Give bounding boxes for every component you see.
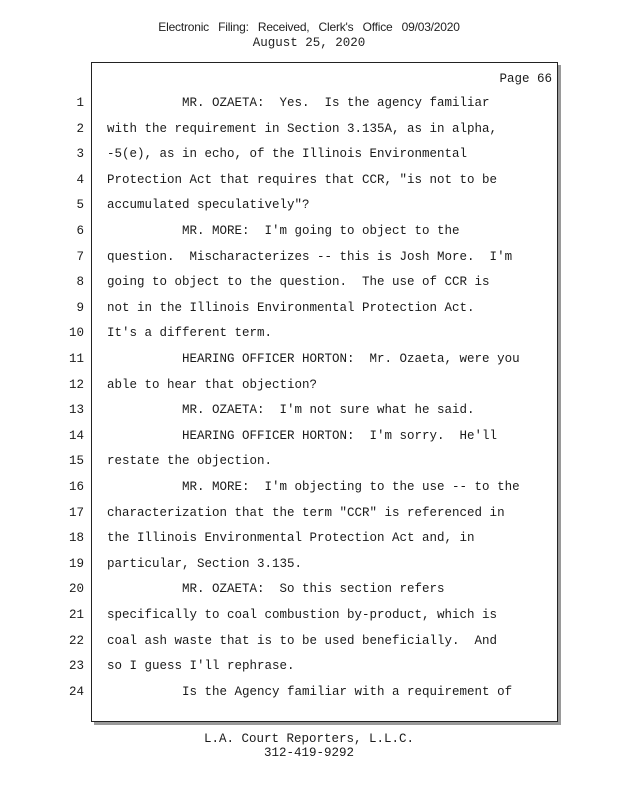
line-text: with the requirement in Section 3.135A, as in alpha, [107,121,498,136]
transcript-line [0,172,560,198]
line-text: question. Mischaracterizes -- this is Josh More. I'm [107,249,513,264]
transcript-line [0,607,560,633]
filing-stamp: Electronic Filing: Received, Clerk's Office 09/03/2020 [158,20,460,34]
transcript-line [0,325,560,351]
line-text: able to hear that objection? [107,377,318,392]
line-number: 9 [76,300,84,315]
line-text: characterization that the term "CCR" is referenced in [107,505,505,520]
transcript-line [0,377,560,403]
transcript-line [0,95,560,121]
transcript-line [0,146,560,172]
transcript-line [0,121,560,147]
transcript-line [0,223,560,249]
line-text: so I guess I'll rephrase. [107,659,295,674]
line-number: 20 [68,582,84,597]
line-text: going to object to the question. The use of CCR is [107,275,490,290]
line-number: 19 [68,556,84,571]
line-number: 1 [76,96,84,110]
line-text: MR. OZAETA: So this section refers [107,582,445,597]
line-number: 7 [76,249,84,264]
transcript-line [0,633,560,659]
hearing-date: August 25, 2020 [252,36,366,50]
line-text: It's a different term. [107,326,273,341]
line-text: restate the objection. [107,454,273,469]
footer [0,732,618,760]
transcript-line [0,453,560,479]
transcript-line [0,530,560,556]
transcript-line [0,351,560,377]
reporter-company: L.A. Court Reporters, L.L.C. [203,732,415,746]
line-number: 2 [76,121,84,136]
transcript-line [0,402,560,428]
reporter-phone: 312-419-9292 [263,746,354,760]
line-number: 15 [68,454,84,469]
line-number: 12 [68,377,84,392]
line-text: not in the Illinois Environmental Protection Act. [107,300,475,315]
line-number: 22 [68,633,84,648]
transcript-line [0,556,560,582]
line-number: 16 [68,480,84,494]
line-number: 4 [76,172,84,187]
line-number: 18 [68,531,84,546]
line-number: 21 [68,608,84,622]
line-number: 11 [68,352,84,366]
line-number: 5 [76,198,84,213]
line-text: -5(e), as in echo, of the Illinois Environmental [107,147,468,162]
line-text: Is the Agency familiar with a requirement of [107,684,513,699]
transcript-line [0,684,560,710]
line-number: 6 [76,224,84,238]
transcript-line [0,428,560,454]
line-number: 14 [68,428,84,443]
line-text: accumulated speculatively"? [107,198,310,213]
line-text: the Illinois Environmental Protection Act and, in [107,531,475,546]
line-text: HEARING OFFICER HORTON: Mr. Ozaeta, were you [107,352,520,366]
line-text: coal ash waste that is to be used beneficially. And [107,633,498,648]
line-number: 3 [76,147,84,162]
transcript-line [0,505,560,531]
line-text: MR. MORE: I'm objecting to the use -- to the [107,480,520,494]
line-number: 13 [68,403,84,418]
line-text: HEARING OFFICER HORTON: I'm sorry. He'll [107,428,498,443]
line-text: Protection Act that requires that CCR, "is not to be [107,172,498,187]
line-text: MR. MORE: I'm going to object to the [107,224,460,238]
line-number: 10 [68,326,84,341]
line-text: MR. OZAETA: Yes. Is the agency familiar [107,96,490,110]
transcript-line [0,197,560,223]
line-number: 23 [68,659,84,674]
line-text: MR. OZAETA: I'm not sure what he said. [107,403,475,418]
transcript-line [0,274,560,300]
transcript-line [0,658,560,684]
transcript-line [0,249,560,275]
transcript-line [0,479,560,505]
transcript-line [0,300,560,326]
line-text: specifically to coal combustion by-product, which is [107,608,498,622]
page-number: Page 66 [499,72,552,86]
line-number: 8 [76,275,84,290]
line-text: particular, Section 3.135. [107,556,303,571]
line-number: 17 [68,505,84,520]
transcript-line [0,581,560,607]
line-number: 24 [68,684,84,699]
